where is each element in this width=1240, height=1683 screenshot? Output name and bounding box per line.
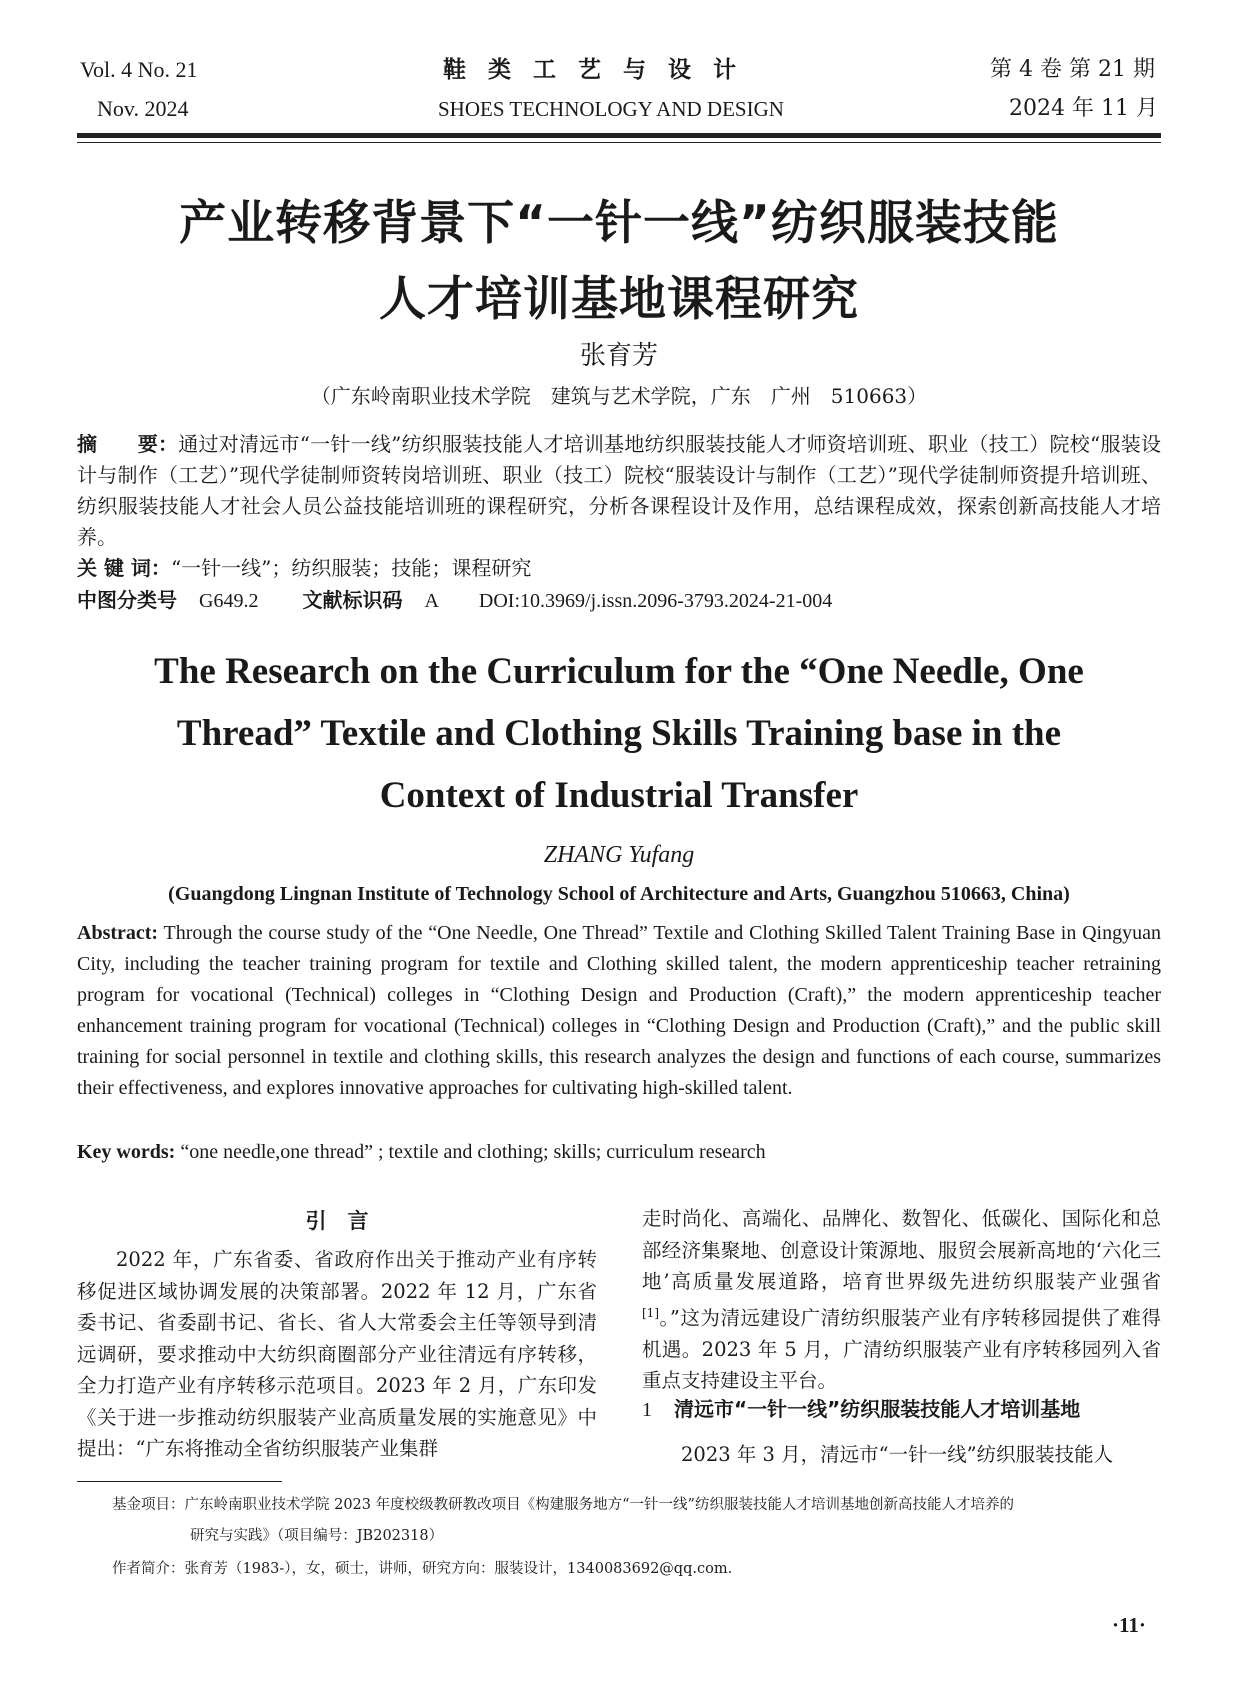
clc-value: G649.2 bbox=[199, 590, 259, 612]
journal-name-cn: 鞋类工艺与设计 bbox=[443, 56, 758, 83]
author-en: ZHANG Yufang bbox=[543, 842, 695, 868]
keywords-en bbox=[77, 1137, 1161, 1168]
footnote-rule bbox=[77, 1481, 282, 1482]
abstract-en bbox=[77, 918, 1161, 1104]
keywords-cn-label: 关 键 词： bbox=[77, 556, 171, 580]
abstract-en-label: Abstract: bbox=[77, 922, 159, 944]
keywords-en-text: “one needle,one thread” ; textile and clothing; skills; curriculum research bbox=[180, 1141, 766, 1163]
keywords-cn bbox=[77, 553, 1161, 584]
section-1-heading bbox=[642, 1393, 1161, 1426]
author-footnote bbox=[112, 1556, 732, 1582]
title-en-line-3: Context of Industrial Transfer bbox=[379, 775, 859, 816]
affiliation-cn: （广东岭南职业技术学院 建筑与艺术学院，广东 广州 510663） bbox=[310, 384, 928, 408]
keywords-en-label: Key words: bbox=[77, 1141, 176, 1163]
intro-paragraph: 2022 年，广东省委、省政府作出关于推动产业有序转移促进区域协调发展的决策部署。2022 年 12 月，广东省委书记、省委副书记、省长、省人大常委会主任等领导到清远调研，要求推动中大纺织商圈部分产业往清远有序转移，全力打造产业有序转移示范项目。2023 年 2 月，广东印发《关于进一步推动纺织服装产业高质量发展的实施意见》中提出：“广东将推动全省纺织服装产业集群 bbox=[77, 1248, 597, 1460]
header-rule-thick bbox=[77, 133, 1161, 138]
title-en-line-2: Thread” Textile and Clothing Skills Training base in the bbox=[176, 713, 1062, 754]
title-cn-line-2: 人才培训基地课程研究 bbox=[379, 272, 859, 327]
author-cn: 张育芳 bbox=[579, 341, 658, 371]
fund-text: 广东岭南职业技术学院 2023 年度校级教研教改项目《构建服务地方“一针一线”纺织服装技能人才培训基地创新高技能人才培养的 bbox=[184, 1497, 1014, 1513]
date-en: Nov. 2024 bbox=[97, 96, 189, 121]
doi: DOI:10.3969/j.issn.2096-3793.2024-21-004 bbox=[478, 590, 833, 612]
volume-cn: 第 4 卷 第 21 期 bbox=[990, 57, 1155, 82]
clc-label: 中图分类号 bbox=[77, 588, 177, 612]
title-en-line-1: The Research on the Curriculum for the “One Needle, One bbox=[154, 651, 1084, 692]
doc-code-value: A bbox=[424, 590, 439, 612]
abstract-en-text: Through the course study of the “One Needle, One Thread” Textile and Clothing Skilled Talent Training Base in Qingyuan City, including the teacher training program for textile and Clothing skilled talent, the modern apprenticeship teacher retraining program for vocational (Technical) colleges in “Clothing Design and Production (Craft),” the modern apprenticeship teacher enhancement training program for vocational (Technical) colleges in “Clothing Design and Production (Craft),” and the public skill training for social personnel in textile and clothing skills, this research analyzes the design and functions of each course, summarizes their effectiveness, and explores innovative approaches for cultivating high-skilled talent. bbox=[77, 922, 1161, 1099]
keywords-cn-text: “一针一线”；纺织服装；技能；课程研究 bbox=[170, 556, 532, 580]
fund-label: 基金项目： bbox=[112, 1497, 185, 1513]
fund-footnote bbox=[112, 1492, 1162, 1518]
author-bio-text: 张育芳（1983-），女，硕士，讲师，研究方向：服装设计，1340083692@qq.com. bbox=[184, 1561, 733, 1577]
volume-en: Vol. 4 No. 21 bbox=[80, 57, 198, 82]
abstract-cn-label: 摘 要： bbox=[77, 432, 179, 456]
section-1-paragraph: 2023 年 3 月，清远市“一针一线”纺织服装技能人 bbox=[681, 1443, 1114, 1466]
section-1-number: 1 bbox=[642, 1399, 652, 1421]
title-cn-line-1: 产业转移背景下“一针一线”纺织服装技能 bbox=[179, 196, 1059, 251]
citation-ref: [1] bbox=[642, 1305, 659, 1320]
abstract-cn-text: 通过对清远市“一针一线”纺织服装技能人才培训基地纺织服装技能人才师资培训班、职业（技工）院校“服装设计与制作（工艺）”现代学徒制师资转岗培训班、职业（技工）院校“服装设计与制作（工艺）”现代学徒制师资提升培训班、纺织服装技能人才社会人员公益技能培训班的课程研究，分析各课程设计及作用，总结课程成效，探索创新高技能人才培养。 bbox=[77, 432, 1161, 549]
abstract-cn bbox=[77, 429, 1161, 553]
classification-line bbox=[77, 585, 1161, 617]
section-1-title: 清远市“一针一线”纺织服装技能人才培训基地 bbox=[674, 1397, 1081, 1421]
journal-name-en: SHOES TECHNOLOGY AND DESIGN bbox=[438, 97, 784, 121]
doc-code-label: 文献标识码 bbox=[302, 588, 403, 612]
fund-footnote-cont: 研究与实践》（项目编号：JB202318） bbox=[190, 1528, 444, 1544]
page-number: ·11· bbox=[1112, 1613, 1146, 1637]
affiliation-en: (Guangdong Lingnan Institute of Technology School of Architecture and Arts, Guangzhou 510663, China) bbox=[168, 883, 1070, 905]
right-col-paragraph bbox=[642, 1203, 1161, 1397]
author-bio-label: 作者简介： bbox=[112, 1561, 185, 1577]
right-col-text-a: 走时尚化、高端化、品牌化、数智化、低碳化、国际化和总部经济集聚地、创意设计策源地、服贸会展新高地的‘六化三地’高质量发展道路，培育世界级先进纺织服装产业强省 bbox=[642, 1207, 1161, 1293]
date-cn: 2024 年 11 月 bbox=[1009, 96, 1158, 121]
header-rule-thin bbox=[77, 142, 1161, 143]
intro-heading: 引 言 bbox=[305, 1209, 369, 1233]
right-col-text-b: 。”这为清远建设广清纺织服装产业有序转移园提供了难得机遇。2023 年 5 月，广清纺织服装产业有序转移园列入省重点支持建设主平台。 bbox=[642, 1306, 1161, 1392]
